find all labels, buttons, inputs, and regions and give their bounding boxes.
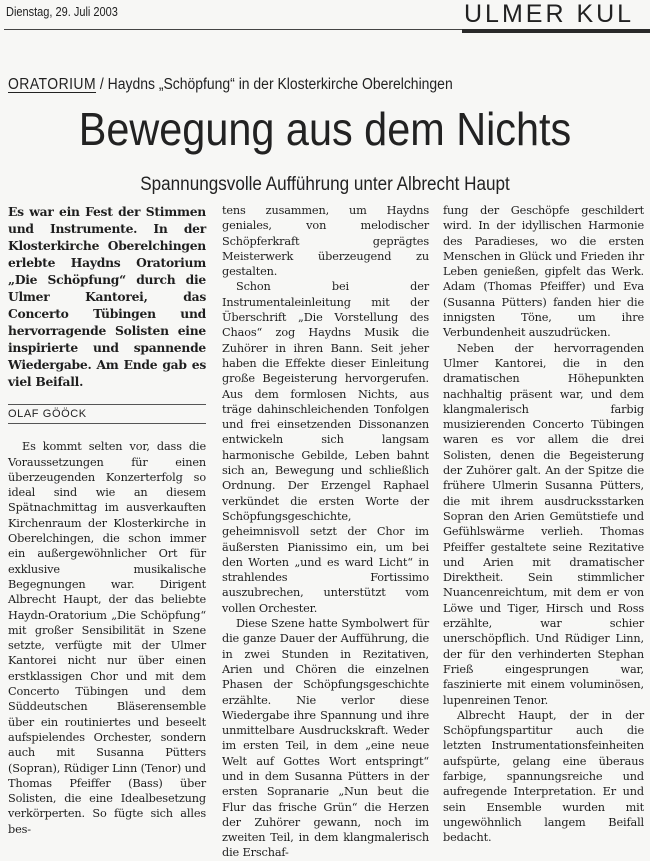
body-paragraph: Schon bei der Instrumentaleinleitung mit der Überschrift „Die Vorstellung des Chaos“ zog Haydns Musik die Zuhörer in ihren Bann. Seit jeher haben die Effekte dieser Einleitung große Begeisterung hervorgerufen. Aus dem formlosen Nichts, aus träge dahinschleichenden Tonfolgen und frei einsetzenden Dissonanzen entwickeln sich langsam harmonische Gebilde, Leben bahnt sich an, Bewegung und schließlich Ordnung. Der Erzengel Raphael verkündet die ersten Worte der Schöpfungsgeschichte, geheimnisvoll setzt der Chor im äußersten Pianissimo ein, um bei den Worten „und es ward Licht“ in strahlendes Fortissimo auszubrechen, unterstützt vom vollen Orchester. [222,280,429,615]
body-paragraph: Albrecht Haupt, der in der Schöpfungspartitur auch die letzten Instrumentationsfeinheiten aufspürte, gelang eine überaus farbige, spannungsreiche und aufregende Interpretation. Er und sein Ensemble wurden mit ungewöhnlich langem Beifall bedacht. [443,708,644,845]
body-paragraph: Diese Szene hatte Symbolwert für die ganze Dauer der Aufführung, die in zwei Stunden in Rezitativen, Arien und Chören die einzelnen Phasen der Schöpfungsgeschichte erzählte. Nie verlor diese Wiedergabe ihre Spannung und ihre unmittelbare Ausdruckskraft. Weder im ersten Teil, in dem „eine neue Welt auf Gottes Wort entspringt“ und in dem Susanna Pütters in der ersten Sopranarie „Nun beut die Flur das frische Grün“ die Herzen der Zuhörer gewann, noch im zweiten Teil, in dem klangmalerisch die Erschaf- [222,617,429,860]
issue-date: Dienstag, 29. Juli 2003 [6,5,118,19]
body-paragraph: Neben der hervorragenden Ulmer Kantorei, die in den dramatischen Höhepunkten nachhaltig präsent war, und dem klangmalerisch farbig musizierenden Concerto Tübingen waren es vor allem die drei Solisten, denen die Begeisterung der Zuhörer galt. An der Spitze die frühere Ulmerin Susanna Pütters, die mit ihrem ausdrucksstarken Sopran den Arien Gemütstiefe und Gefühlswärme verlieh. Thomas Pfeiffer gestaltete seine Rezitative und Arien mit dramatischer Direktheit. Sein stimmlicher Nuancenreichtum, mit dem er von Löwe und Tiger, Hirsch und Ross erzählte, war schier unerschöpflich. Und Rüdiger Linn, der für den verhinderten Stephan Frieß eingesprungen war, faszinierte mit einem voluminösen, lupenreinen Tenor. [443,341,644,707]
column-1 [8,203,206,837]
body-paragraph: fung der Geschöpfe geschildert wird. In der idyllischen Harmonie des Paradieses, wo die ersten Menschen in Glück und Frieden ihr Leben genießen, gipfelt das Werk. Adam (Thomas Pfeiffer) und Eva (Susanna Pütters) fanden hier die innigsten Töne, um ihre Verbundenheit auszudrücken. [443,204,644,340]
author-byline: OLAF GÖÖCK [8,408,87,420]
article-lead: Es war ein Fest der Stimmen und Instrumente. In der Klosterkirche Oberelchingen erlebte Haydns Oratorium „Die Schöpfung“ durch die Ulmer Kantorei, das Concerto Tübingen und hervorragende Solisten eine inspirierte und spannende Wiedergabe. Am Ende gab es viel Beifall. [8,204,206,389]
column-2 [222,203,429,861]
kicker-text: / Haydns „Schöpfung“ in der Klosterkirche Oberelchingen [96,76,453,93]
column-3 [443,203,644,845]
byline-block [8,404,206,424]
header-rule [4,29,464,30]
article-subheadline: Spannungsvolle Aufführung unter Albrecht Haupt [140,174,510,195]
kicker-tag: ORATORIUM [8,76,97,93]
section-title: ULMER KUL [464,0,635,28]
body-paragraph: Es kommt selten vor, dass die Voraussetzungen für einen überzeugenden Konzerterfolg so ideal sind wie an diesem Spätnachmittag im ausverkauften Kirchenraum der Klosterkirche in Oberelchingen, die schon immer ein außergewöhnlicher Ort für exklusive musikalische Begegnungen war. Dirigent Albrecht Haupt, der das beliebte Haydn-Oratorium „Die Schöpfung“ mit großer Sensibilität in Szene setzte, verfügte mit der Ulmer Kantorei nicht nur über einen erstklassigen Chor und mit dem Concerto Tübingen und dem Süddeutschen Bläserensemble über ein routiniertes und beseelt aufspielendes Orchester, sondern auch mit Susanna Pütters (Sopran), Rüdiger Linn (Tenor) und Thomas Pfeiffer (Bass) über Solisten, die eine Idealbesetzung verkörperten. So fügte sich alles bes- [8,440,206,836]
section-rule [462,29,650,33]
article-headline: Bewegung aus dem Nichts [78,103,572,155]
page-header [0,0,650,36]
body-paragraph: tens zusammen, um Haydns geniales, von melodischer Schöpferkraft geprägtes Meisterwerk überzeugend zu gestalten. [222,204,429,279]
article-kicker [8,76,453,94]
